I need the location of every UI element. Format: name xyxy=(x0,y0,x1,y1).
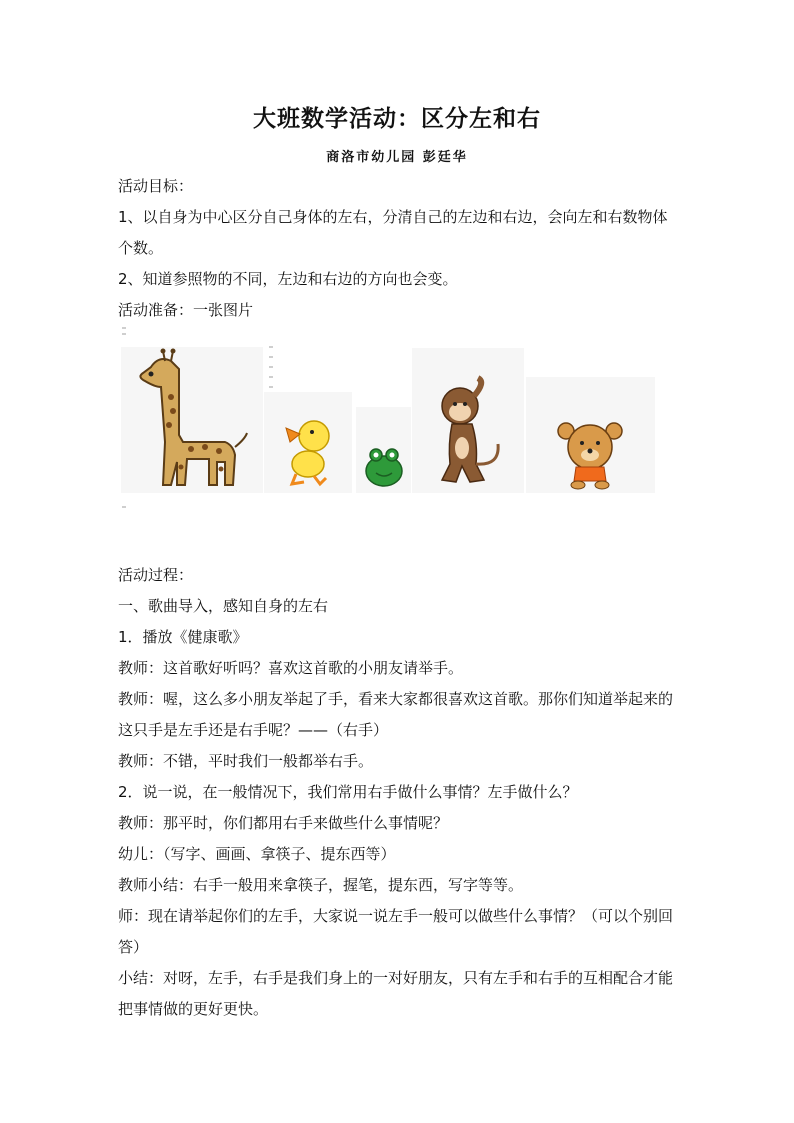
image-anchor-mark xyxy=(269,386,273,388)
monkey-picture xyxy=(412,348,524,493)
giraffe-picture xyxy=(121,347,263,493)
byline: 商洛市幼儿园 彭廷华 xyxy=(326,150,468,165)
giraffe-icon xyxy=(121,347,263,493)
frog-picture xyxy=(356,407,411,493)
bear-picture xyxy=(526,377,655,493)
teacher-line-4: 教师：那平时，你们都用右手来做些什么事情呢？ xyxy=(118,814,449,832)
section-1-heading: 一、歌曲导入，感知自身的左右 xyxy=(118,597,329,615)
bear-icon xyxy=(526,377,655,493)
prep-line: 活动准备：一张图片 xyxy=(118,301,254,319)
summary-line-2: 小结：对呀，左手，右手是我们身上的一对好朋友，只有左手和右手的互相配合才能把事情做的更好更快。 xyxy=(118,969,674,1018)
step-1: 1．播放《健康歌》 xyxy=(118,628,248,646)
teacher-line-2: 教师：喔，这么多小朋友举起了手，看来大家都很喜欢这首歌。那你们知道举起来的这只手是左手还是右手呢？——（右手） xyxy=(118,690,674,739)
goals-heading: 活动目标： xyxy=(118,177,194,195)
teacher-line-5: 师：现在请举起你们的左手，大家说一说左手一般可以做些什么事情？（可以个别回答） xyxy=(118,907,674,956)
step-2: 2．说一说，在一般情况下，我们常用右手做什么事情？左手做什么？ xyxy=(118,783,578,801)
image-anchor-mark xyxy=(269,376,273,378)
process-heading: 活动过程： xyxy=(118,566,194,584)
image-anchor-mark xyxy=(122,327,126,329)
goal-1: 1、以自身为中心区分自己身体的左右，分清自己的左边和右边，会向左和右数物体个数。 xyxy=(118,208,668,257)
image-anchor-mark xyxy=(269,366,273,368)
child-line-1: 幼儿：（写字、画画、拿筷子、提东西等） xyxy=(118,845,396,863)
image-anchor-mark xyxy=(122,333,126,335)
teacher-line-3: 教师：不错，平时我们一般都举右手。 xyxy=(118,752,374,770)
duck-icon xyxy=(264,392,352,493)
image-anchor-mark xyxy=(122,506,126,508)
monkey-icon xyxy=(412,348,524,493)
image-anchor-mark xyxy=(269,346,273,348)
teacher-line-1: 教师：这首歌好听吗？喜欢这首歌的小朋友请举手。 xyxy=(118,659,464,677)
goal-2: 2、知道参照物的不同，左边和右边的方向也会变。 xyxy=(118,270,458,288)
page-title: 大班数学活动：区分左和右 xyxy=(253,106,541,132)
summary-line-1: 教师小结：右手一般用来拿筷子，握笔，提东西，写字等等。 xyxy=(118,876,524,894)
duck-picture xyxy=(264,392,352,493)
image-anchor-mark xyxy=(269,356,273,358)
frog-icon xyxy=(356,407,411,493)
